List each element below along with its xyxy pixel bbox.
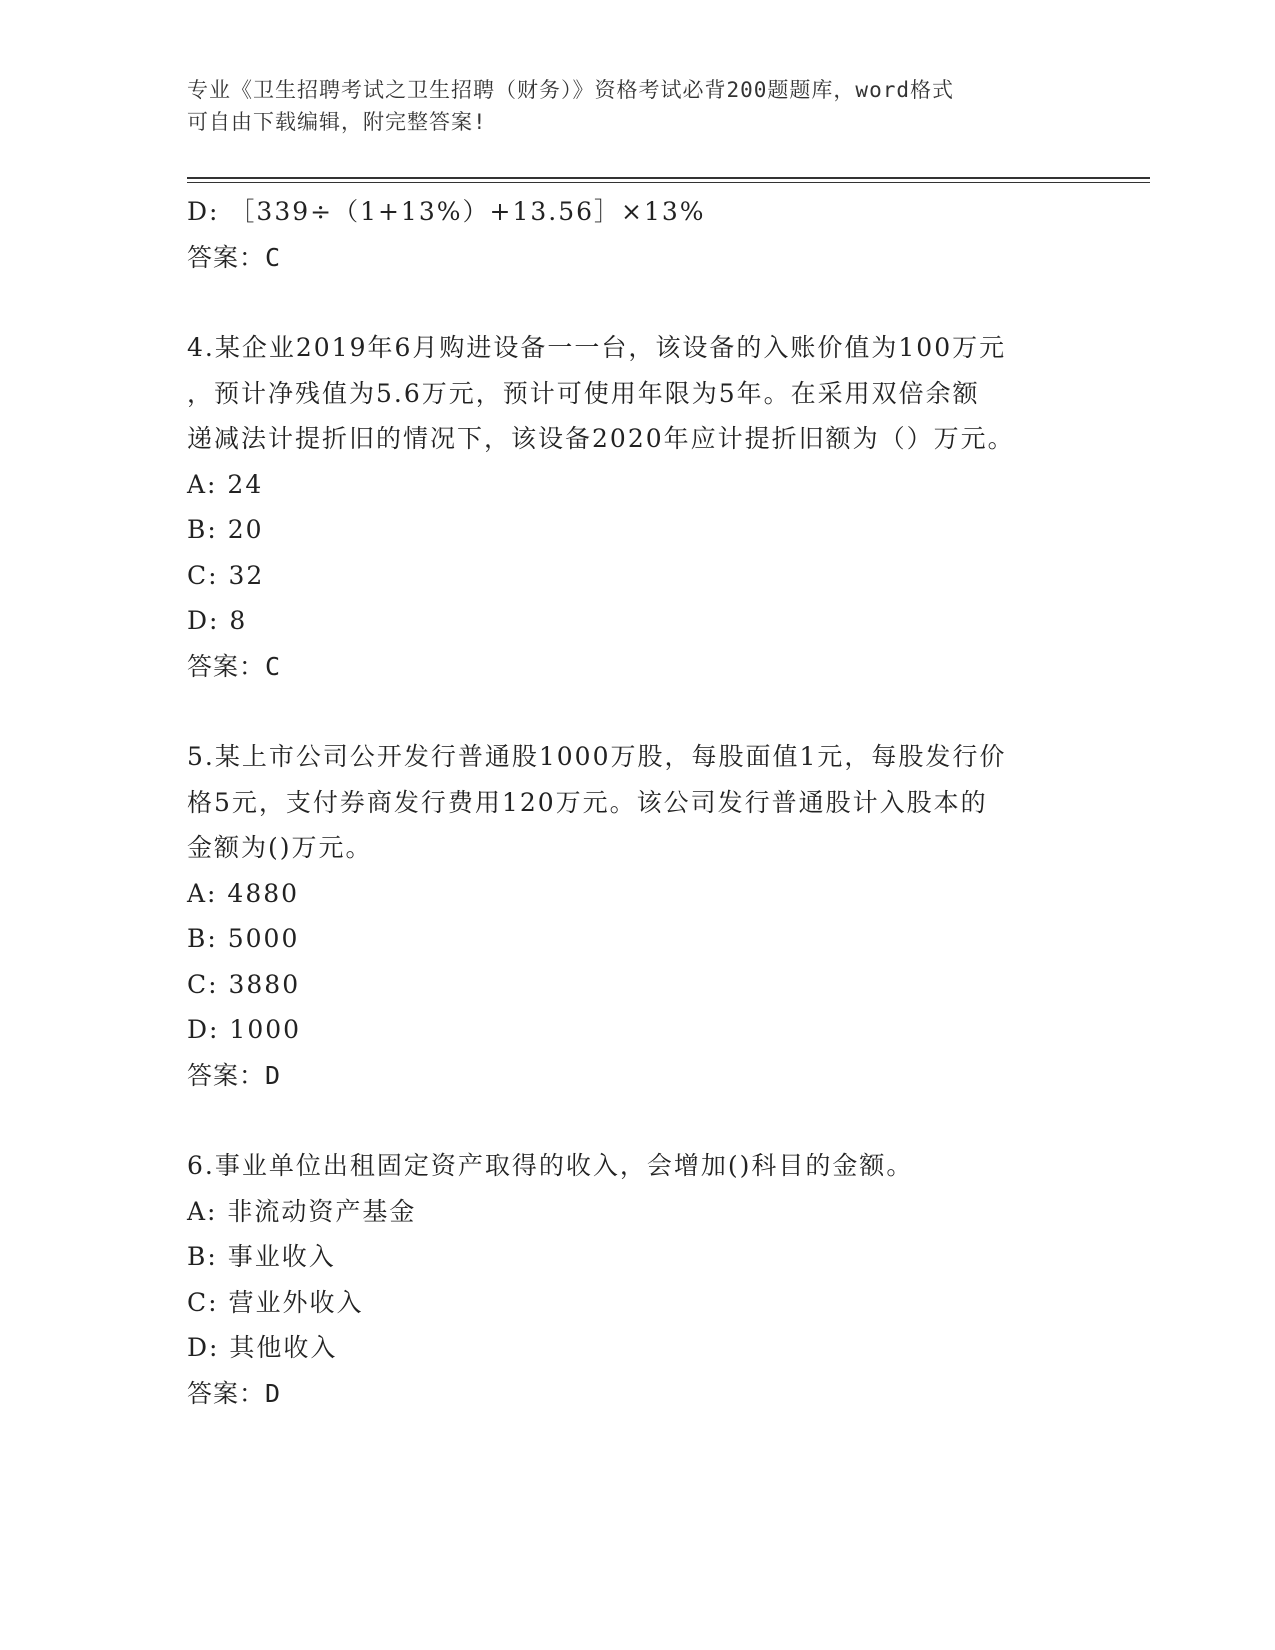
question-text-line: 金额为()万元。 <box>187 833 373 862</box>
option-a: A: 24 <box>187 469 264 499</box>
question-text-line: 格5元，支付券商发行费用120万元。该公司发行普通股计入股本的 <box>187 787 988 817</box>
header-divider-thin <box>187 182 1150 183</box>
question-list <box>187 189 1087 1416</box>
question-text <box>187 1143 1087 1189</box>
header-divider-thick <box>187 177 1150 179</box>
answer-line: 答案：D <box>187 1378 282 1408</box>
question-text-line: ，预计净残值为5.6万元，预计可使用年限为5年。在采用双倍余额 <box>187 378 980 408</box>
option-d: D: 8 <box>187 606 248 635</box>
answer-line: 答案：C <box>187 651 282 681</box>
option-b: B: 20 <box>187 515 264 544</box>
previous-question-tail <box>187 189 1087 280</box>
option-a: A: 4880 <box>187 878 300 908</box>
spacer <box>187 1098 1087 1143</box>
option-b: B: 5000 <box>187 924 300 953</box>
question-text-line: 6.事业单位出租固定资产取得的收入，会增加()科目的金额。 <box>187 1151 914 1180</box>
question-text <box>187 325 1087 462</box>
question-6 <box>187 1143 1087 1416</box>
option-d: D: ［339÷（1+13%）+13.56］×13% <box>187 197 706 226</box>
document-header <box>187 74 1067 138</box>
spacer <box>187 689 1087 734</box>
answer-line: 答案：D <box>187 1060 282 1090</box>
header-title-line-2: 可自由下载编辑，附完整答案! <box>187 110 487 134</box>
question-text-line: 4.某企业2019年6月购进设备一一台，该设备的入账价值为100万元 <box>187 333 1007 362</box>
header-title-line-1: 专业《卫生招聘考试之卫生招聘（财务）》资格考试必背200题题库，word格式 <box>187 78 954 102</box>
option-c: C: 营业外收入 <box>187 1287 364 1317</box>
question-4 <box>187 325 1087 689</box>
question-5 <box>187 734 1087 1098</box>
question-text-line: 5.某上市公司公开发行普通股1000万股，每股面值1元，每股发行价 <box>187 742 1007 771</box>
question-text <box>187 734 1087 871</box>
option-c: C: 32 <box>187 560 265 590</box>
option-d: D: 其他收入 <box>187 1333 338 1362</box>
option-c: C: 3880 <box>187 969 301 999</box>
option-a: A: 非流动资产基金 <box>187 1196 417 1226</box>
option-d: D: 1000 <box>187 1015 302 1044</box>
answer-line: 答案：C <box>187 242 282 272</box>
spacer <box>187 280 1087 325</box>
option-b: B: 事业收入 <box>187 1242 336 1271</box>
question-text-line: 递减法计提折旧的情况下，该设备2020年应计提折旧额为（）万元。 <box>187 424 1015 453</box>
